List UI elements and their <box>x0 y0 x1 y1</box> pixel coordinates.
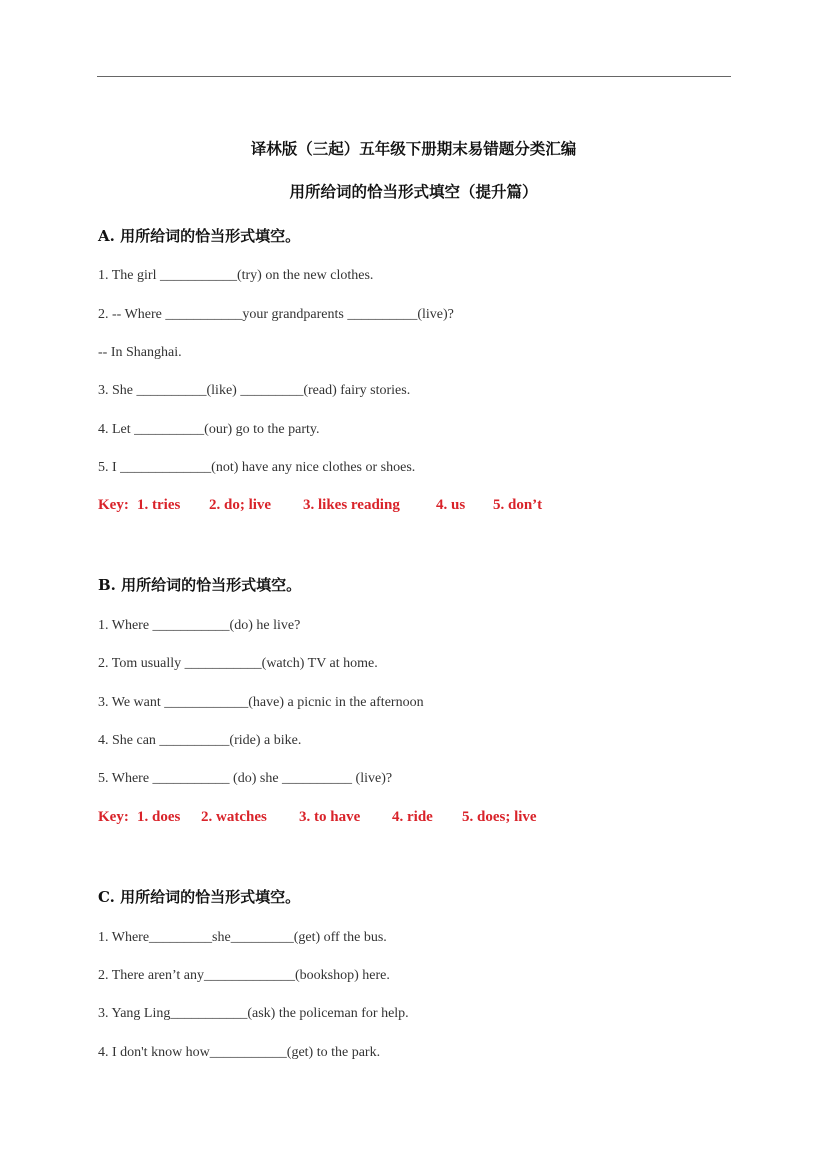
key-answer: 3. to have <box>299 809 361 825</box>
key-answer: 5. does; live <box>462 809 537 825</box>
key-answer: 3. likes reading <box>303 497 400 513</box>
key-label: Key: <box>98 809 129 825</box>
key-answer: 4. ride <box>392 809 433 825</box>
key-answer: 2. watches <box>201 809 267 825</box>
section-a-item-4: 4. Let __________(our) go to the party. <box>98 422 320 437</box>
section-a-key <box>98 497 542 514</box>
section-c-item-1: 1. Where_________she_________(get) off the bus. <box>98 930 387 945</box>
section-a-item-2: 2. -- Where ___________your grandparents __________(live)? <box>98 307 454 322</box>
section-a-item-2-answer: -- In Shanghai. <box>98 345 182 360</box>
key-answer: 1. tries <box>137 497 181 513</box>
section-c-item-4: 4. I don't know how___________(get) to the park. <box>98 1045 381 1060</box>
section-a-item-5: 5. I _____________(not) have any nice clothes or shoes. <box>98 460 416 475</box>
section-b-item-3: 3. We want ____________(have) a picnic in the afternoon <box>98 695 424 710</box>
section-b-heading: B. 用所给词的恰当形式填空。 <box>98 576 302 594</box>
section-b-item-5: 5. Where ___________ (do) she __________ (live)? <box>98 771 393 786</box>
section-b-item-1: 1. Where ___________(do) he live? <box>98 618 301 633</box>
key-answer: 1. does <box>137 809 181 825</box>
section-a-item-1: 1. The girl ___________(try) on the new clothes. <box>98 268 374 283</box>
key-answer: 4. us <box>436 497 466 513</box>
key-label: Key: <box>98 497 129 513</box>
section-b-item-2: 2. Tom usually ___________(watch) TV at home. <box>98 656 378 671</box>
section-b-item-4: 4. She can __________(ride) a bike. <box>98 733 302 748</box>
section-b-key <box>98 809 537 826</box>
section-a-heading: A. 用所给词的恰当形式填空。 <box>98 227 301 245</box>
key-answer: 5. don’t <box>493 497 543 513</box>
section-a-item-3: 3. She __________(like) _________(read) fairy stories. <box>98 383 411 398</box>
document-subtitle: 用所给词的恰当形式填空（提升篇） <box>289 182 538 201</box>
key-answer: 2. do; live <box>209 497 272 513</box>
section-c-heading: C. 用所给词的恰当形式填空。 <box>98 888 301 906</box>
section-c-item-2: 2. There aren’t any_____________(bookshop) here. <box>98 968 390 983</box>
document-title: 译林版（三起）五年级下册期末易错题分类汇编 <box>250 139 577 158</box>
section-c-item-3: 3. Yang Ling___________(ask) the policeman for help. <box>98 1006 409 1021</box>
header-rule <box>97 76 731 77</box>
